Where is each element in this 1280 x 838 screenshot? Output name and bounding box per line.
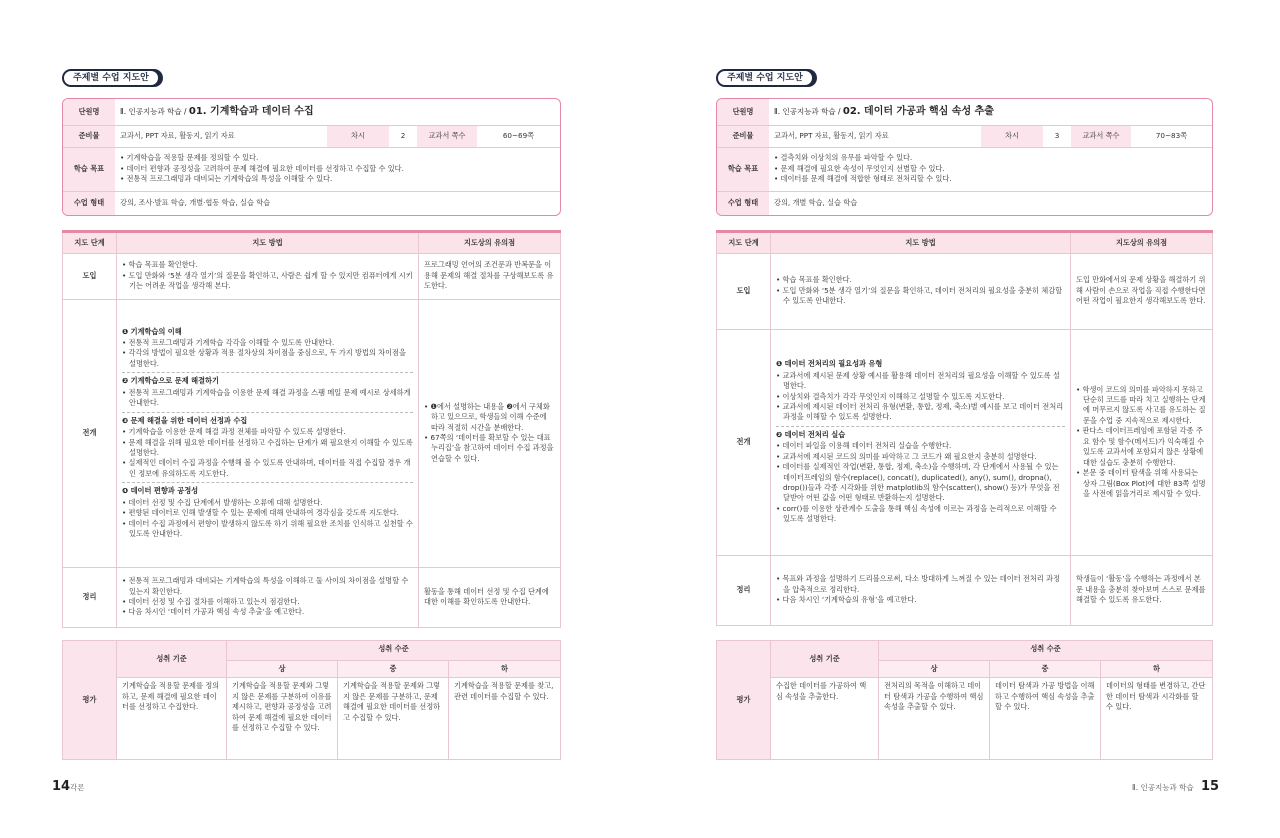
head-stage: 지도 단계	[63, 233, 117, 253]
stage-dev: 전개	[63, 299, 117, 567]
wrap-method: • 목표와 과정을 설명하기 드리블으로써, 다소 방대하게 느껴질 수 있는 데이터 전처리 과정을 압축적으로 정리한다. • 다음 차시인 ‘기계학습의 유형’을 예고한다.	[771, 555, 1071, 625]
stage-intro: 도입	[63, 253, 117, 299]
dev-note: • 학생이 코드의 의미를 파악하지 못하고 단순히 코드를 따라 치고 실행하는 단계에 머무르지 않도록 사고를 유도하는 질문을 수업 중 지속적으로 제시한다. • 판다스 데이터프레임에 포함된 각종 주요 함수 및 함수(메서드)가 익숙해질 수 있도록 교과서에 포함되지 않은 상황에 대한 실습도 충분히 수행한다. • 본문 중 데이터 탐색을 위해 사용되는 상자 그림(Box Plot)에 대한 83쪽 설명을 사전에 읽을거리로 제시할 수 있다.	[1071, 329, 1213, 555]
info-table	[716, 98, 1213, 216]
eval-mid: 기계학습을 적용할 문제와 그렇지 않은 문제를 구분하고, 문제 해결에 필요한 데이터를 선정하고 수집할 수 있다.	[338, 678, 449, 760]
eval-low: 데이터의 형태를 변경하고, 간단한 데이터 탐색과 시각화를 할 수 있다.	[1101, 678, 1213, 760]
eval-stage: 평가	[717, 641, 771, 760]
intro-method: • 학습 목표를 확인한다. • 도입 만화와 ‘5분 생각 열기’의 질문을 확인하고, 사람은 쉽게 할 수 있지만 컴퓨터에게 시키기는 어려운 작업을 생각해 본다.	[117, 253, 419, 299]
period-value: 3	[1043, 125, 1071, 147]
page-tag: 주제별 수업 지도안	[62, 69, 160, 87]
prep-label: 준비물	[717, 125, 769, 147]
dev-section: ❷ 기계학습으로 문제 해결하기 • 전통적 프로그래밍과 기계학습을 이용한 문제 해결 과정을 스팸 메일 문제 예시로 상세하게 안내한다.	[122, 373, 413, 412]
eval-criteria: 수집한 데이터를 가공하여 핵심 속성을 추출한다.	[771, 678, 879, 760]
prep-value: 교과서, PPT 자료, 활동지, 읽기 자료	[115, 125, 327, 147]
pages-label: 교과서 쪽수	[417, 125, 477, 147]
dev-section: ❶ 데이터 전처리의 필요성과 유형 • 교과서에 제시된 문제 상황 예시를 활용해 데이터 전처리의 필요성을 이해할 수 있도록 설명한다. • 이상치와 결측치가 각각 무엇인지 이해하고 설명할 수 있도록 지도한다. • 교과서에 제시된 데이터 전처리 유형(변환, 통합, 정제, 축소)별 예시를 보고 데이터 전처리 과정을 이해할 수 있도록 설명한다.	[776, 356, 1065, 427]
head-note: 지도상의 유의점	[419, 233, 561, 253]
goal-list: • 기계학습을 적용할 문제를 정의할 수 있다. • 데이터 편향과 공정성을 고려하여 문제 해결에 필요한 데이터를 선정하고 수집할 수 있다. • 전통적 프로그래밍과 대비되는 기계학습의 특성을 이해할 수 있다.	[115, 147, 560, 191]
period-label: 차시	[981, 125, 1043, 147]
dev-method	[771, 329, 1071, 555]
head-method: 지도 방법	[771, 233, 1071, 253]
eval-mid-label: 중	[338, 661, 449, 678]
eval-stage: 평가	[63, 641, 117, 760]
head-note: 지도상의 유의점	[1071, 233, 1213, 253]
lesson-table	[62, 233, 561, 628]
dev-note: • ❶에서 설명하는 내용을 ❷에서 구체화하고 있으므로, 학생들의 이해 수준에 따라 적절히 시간을 분배한다. • 67쪽의 ‘데이터를 확보할 수 있는 대표 누리집’을 참고하여 데이터 수집 과정을 연습할 수 있다.	[419, 299, 561, 567]
eval-criteria-label: 성취 기준	[117, 641, 227, 678]
intro-method: • 학습 목표를 확인한다. • 도입 만화와 ‘5분 생각 열기’의 질문을 확인하고, 데이터 전처리의 필요성을 충분히 체감할 수 있도록 안내한다.	[771, 253, 1071, 329]
eval-level-label: 성취 수준	[879, 641, 1213, 661]
form-value: 강의, 개별 학습, 실습 학습	[774, 198, 858, 208]
eval-low-label: 하	[449, 661, 561, 678]
page-number: 15	[1201, 779, 1220, 794]
page-number: 14	[52, 779, 71, 794]
stage-intro: 도입	[717, 253, 771, 329]
wrap-note: 학생들이 ‘활동’을 수행하는 과정에서 본문 내용을 충분히 찾아보며 스스로 문제를 해결할 수 있도록 유도한다.	[1071, 555, 1213, 625]
head-stage: 지도 단계	[717, 233, 771, 253]
dev-method	[117, 299, 419, 567]
period-value: 2	[389, 125, 417, 147]
pages-label: 교과서 쪽수	[1071, 125, 1131, 147]
stage-wrap: 정리	[717, 555, 771, 625]
prep-value: 교과서, PPT 자료, 활동지, 읽기 자료	[769, 125, 981, 147]
eval-low-label: 하	[1101, 661, 1213, 678]
page-caption: 각론	[70, 783, 85, 792]
dev-section: ❶ 기계학습의 이해 • 전통적 프로그래밍과 기계학습 각각을 이해할 수 있도록 안내한다. • 각각의 방법이 필요한 상황과 적용 절차상의 차이점을 중심으로, 두 가지 방법의 차이점을 설명한다.	[122, 324, 413, 374]
goal-label: 학습 목표	[717, 147, 769, 191]
form-label: 수업 형태	[717, 191, 769, 215]
pages-value: 70~83쪽	[1131, 125, 1212, 147]
intro-note: 프로그래밍 언어의 조건문과 반복문을 이용해 문제의 해결 절차를 구상해보도록 유도한다.	[419, 253, 561, 299]
dev-section: ❹ 데이터 편향과 공정성 • 데이터 선정 및 수집 단계에서 발생하는 오류에 대해 설명한다. • 편향된 데이터로 인해 발생할 수 있는 문제에 대해 안내하여 경각심을 갖도록 지도한다. • 데이터 수집 과정에서 편향이 발생하지 않도록 하기 위해 필요한 조치를 인식하고 실천할 수 있도록 안내한다.	[122, 483, 413, 542]
form-label: 수업 형태	[63, 191, 115, 215]
head-method: 지도 방법	[117, 233, 419, 253]
intro-note: 도입 만화에서의 문제 상황을 해결하기 위해 사람이 손으로 작업을 직접 수행한다면 어떤 작업이 필요한지 생각해보도록 한다.	[1071, 253, 1213, 329]
unit-title: Ⅱ. 인공지능과 학습 / 02. 데이터 가공과 핵심 속성 추출	[769, 99, 1212, 125]
eval-high-label: 상	[227, 661, 338, 678]
eval-high: 기계학습을 적용할 문제와 그렇지 않은 문제를 구분하여 이유를 제시하고, 편향과 공정성을 고려하여 문제 해결에 필요한 데이터를 선정하고 수집할 수 있다.	[227, 678, 338, 760]
stage-wrap: 정리	[63, 567, 117, 627]
period-label: 차시	[327, 125, 389, 147]
goal-list: • 결측치와 이상치의 유무를 파악할 수 있다. • 문제 해결에 필요한 속성이 무엇인지 선별할 수 있다. • 데이터를 문제 해결에 적합한 형태로 전처리할 수 있다.	[769, 147, 1212, 191]
lesson-table	[716, 233, 1213, 626]
eval-table	[716, 640, 1213, 760]
pages-value: 60~69쪽	[477, 125, 560, 147]
wrap-method: • 전통적 프로그래밍과 대비되는 기계학습의 특성을 이해하고 둘 사이의 차이점을 설명할 수 있는지 확인한다. • 데이터 선정 및 수집 절차를 이해하고 있는지 점검한다. • 다음 차시인 ‘데이터 가공과 핵심 속성 추출’을 예고한다.	[117, 567, 419, 627]
eval-mid-label: 중	[990, 661, 1101, 678]
info-table	[62, 98, 561, 216]
unit-label: 단원명	[717, 99, 769, 125]
goal-label: 학습 목표	[63, 147, 115, 191]
prep-label: 준비물	[63, 125, 115, 147]
wrap-note: 활동을 통해 데이터 선정 및 수집 단계에 대한 이해를 확인하도록 안내한다.	[419, 567, 561, 627]
eval-high: 전처리의 목적을 이해하고 데이터 탐색과 가공을 수행하여 핵심 속성을 추출할 수 있다.	[879, 678, 990, 760]
unit-label: 단원명	[63, 99, 115, 125]
eval-low: 기계학습을 적용할 문제를 찾고, 관련 데이터를 수집할 수 있다.	[449, 678, 561, 760]
unit-title: Ⅱ. 인공지능과 학습 / 01. 기계학습과 데이터 수집	[115, 99, 560, 125]
page-caption: Ⅱ. 인공지능과 학습	[1132, 783, 1194, 792]
eval-criteria: 기계학습을 적용할 문제를 정의하고, 문제 해결에 필요한 데이터를 선정하고 수집한다.	[117, 678, 227, 760]
stage-dev: 전개	[717, 329, 771, 555]
eval-mid: 데이터 탐색과 가공 방법을 이해하고 수행하여 핵심 속성을 추출할 수 있다.	[990, 678, 1101, 760]
dev-section: ❷ 데이터 전처리 실습 • 데이터 파일을 이용해 데이터 전처리 실습을 수행한다. • 교과서에 제시된 코드의 의미를 파악하고 그 코드가 왜 필요한지 충분히 설명한다. • 데이터를 실제적인 작업(변환, 통합, 정제, 축소)을 수행하며, 각 단계에서 사용될 수 있는 데이터프레임의 함수(replace(), concat(), duplicated(), any(), sum(), dropna(), drop())들과 각종 시각화를 위한 matplotlib의 함수(scatter(), show() 등)가 무엇을 전달받아 어떤 값을 어떤 형태로 반환하는지 설명한다. • corr()를 이용한 상관계수 도출을 통해 핵심 속성에 이르는 과정을 논리적으로 이해할 수 있도록 설명한다.	[776, 427, 1065, 528]
eval-table	[62, 640, 561, 760]
page-tag: 주제별 수업 지도안	[716, 69, 814, 87]
eval-high-label: 상	[879, 661, 990, 678]
dev-section: ❸ 문제 해결을 위한 데이터 선정과 수집 • 기계학습을 이용한 문제 해결 과정 전체를 파악할 수 있도록 설명한다. • 문제 해결을 위해 필요한 데이터를 선정하고 수집하는 단계가 왜 필요한지 이해할 수 있도록 설명한다. • 실제적인 데이터 수집 과정을 수행해 볼 수 있도록 안내하며, 데이터를 직접 수집할 경우 개인 정보에 유의하도록 지도한다.	[122, 413, 413, 484]
form-value: 강의, 조사·발표 학습, 개별·협동 학습, 실습 학습	[120, 198, 271, 208]
eval-level-label: 성취 수준	[227, 641, 561, 661]
eval-criteria-label: 성취 기준	[771, 641, 879, 678]
